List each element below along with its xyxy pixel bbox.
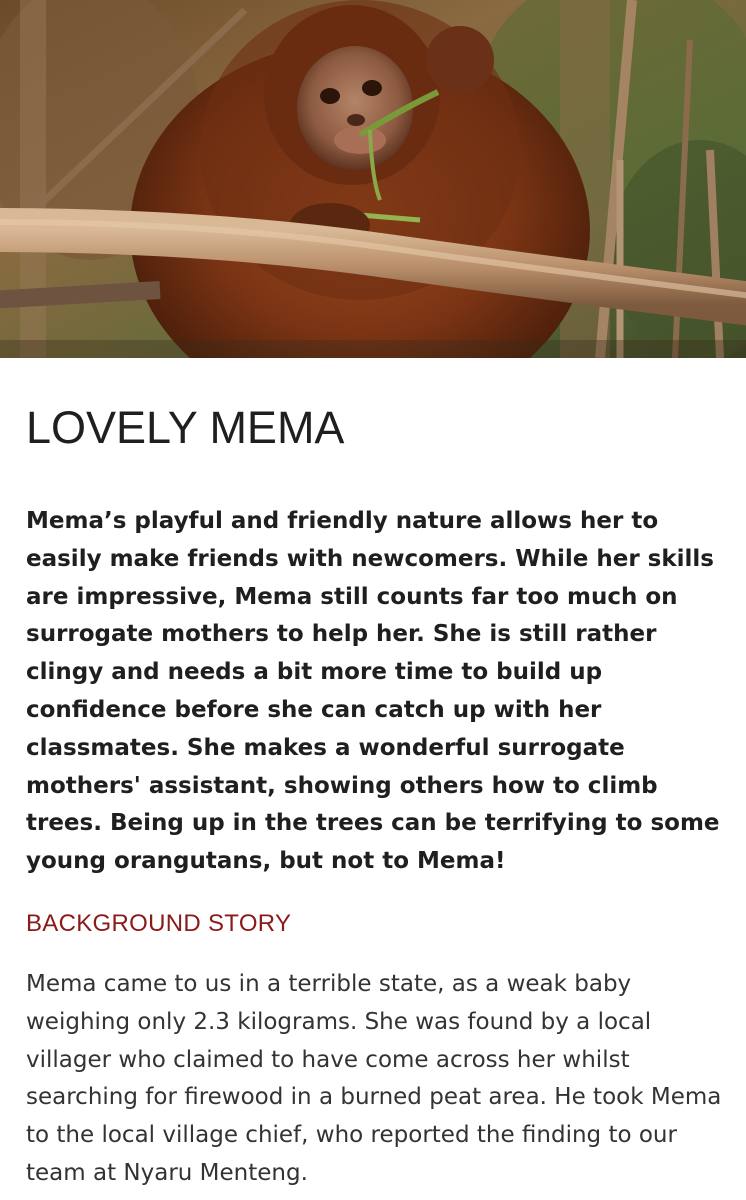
orangutan-photo [0, 0, 746, 358]
background-story-heading: BACKGROUND STORY [26, 910, 292, 937]
background-story-paragraph: Mema came to us in a terrible state, as a weak baby weighing only 2.3 kilograms. She was found by a local villager who claimed to have come across her whilst searching for firewood in a burned peat area. He took Mema to the local village chief, who reported the finding to our team at Nyaru Menteng. [26, 971, 722, 1186]
hero-image [0, 0, 746, 358]
intro-paragraph: Mema’s playful and friendly nature allows her to easily make friends with newcomers. While her skills are impressive, Mema still counts far too much on surrogate mothers to help her. She is still rather clingy and needs a bit more time to build up confidence before she can catch up with her classmates. She makes a wonderful surrogate mothers' assistant, showing others how to climb trees. Being up in the trees can be terrifying to some young orangutans, but not to Mema! [26, 508, 720, 875]
article-title: LOVELY MEMA [26, 402, 345, 453]
